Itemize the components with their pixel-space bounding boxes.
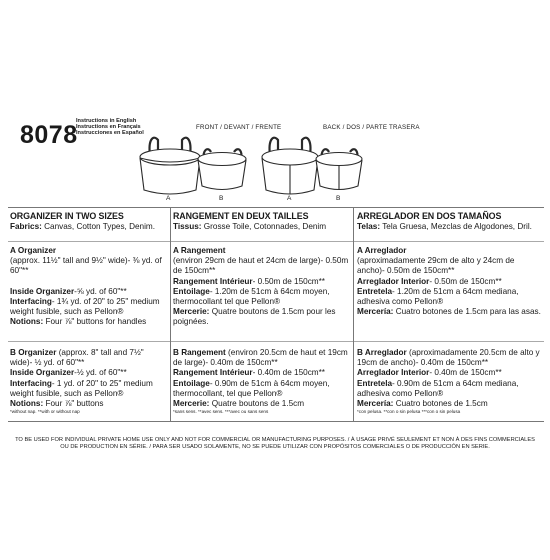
spanish-organizer-b <box>357 348 542 409</box>
spec-line: Interfacing- 1 yd. of 20" to 25" medium weight fusible, such as Pellon® <box>10 378 153 398</box>
spec-line: Entretela- 0.90m de 51cm a 64cm mediana, adhesiva como Pellon® <box>357 378 519 398</box>
usage-disclaimer-line: OU DE PRODUCTION EN SÉRIE. / PARA SER USADO SOLAMENTE, NO SE PUEDE UTILIZAR CON PROPÓSITOS COMERCIALES O DE PRODUCCIÓN EN SERIE. <box>60 444 490 450</box>
spec-line: A Arreglador <box>357 246 407 255</box>
french-heading-block <box>173 211 351 232</box>
spec-line: (environ 29cm de haut et 24cm de large)- 0.50m de 150cm** <box>173 256 349 276</box>
front-view-label: FRONT / DEVANT / FRENTE <box>196 124 282 131</box>
spec-line: B Rangement (environ 20.5cm de haut et 19cm de large)- 0.40m de 150cm** <box>173 348 348 368</box>
spec-line: Interfacing- 1¾ yd. of 20" to 25" medium weight fusible, such as Pellon® <box>10 296 160 317</box>
spec-line: Rangement Intérieur- 0.50m de 150cm** <box>173 276 325 286</box>
spanish-organizer-a <box>357 246 542 317</box>
nap-footnote: *sans sens. **avec sens. ***avec ou sans sens <box>173 409 269 414</box>
spec-line: Entretela- 1.20m de 51cm a 64cm mediana, adhesiva como Pellon® <box>357 286 519 307</box>
french-organizer-b <box>173 348 351 409</box>
instruction-line: Instrucciones en Español <box>76 130 144 137</box>
english-organizer-a <box>10 246 168 327</box>
nap-footnote: *con pelusa. **con o sin pelusa ***con o sin pelusa <box>357 409 461 414</box>
spec-line: Arreglador Interior- 0.50m de 150cm** <box>357 276 502 286</box>
fabrics-line: Tissus: Grosse Toile, Cotonnades, Denim <box>173 222 327 231</box>
spec-line: B Organizer (approx. 8" tall and 7½" wide)- ½ yd. of 60"** <box>10 348 144 368</box>
instruction-line: Instructions en Français <box>76 124 141 131</box>
fabrics-line: Telas: Tela Gruesa, Mezclas de Algodones, Dril. <box>357 222 532 231</box>
spec-line: Entoilage- 0.90m de 51cm à 64cm moyen, thermocollant, tel que Pellon® <box>173 378 330 398</box>
spec-line: Mercería: Cuatro botones de 1.5cm <box>357 399 488 409</box>
spec-line: Inside Organizer-½ yd. of 60"** <box>10 368 127 378</box>
english-organizer-b <box>10 348 168 409</box>
back-organizer-b-drawing <box>316 149 362 190</box>
english-heading-block <box>10 211 168 232</box>
table-bottom-rule <box>8 421 544 422</box>
spec-line: Mercerie: Quatre boutons de 1.5cm pour les poignées. <box>173 307 336 327</box>
front-organizer-b-drawing <box>198 149 246 189</box>
spec-line: B Arreglador (aproximadamente 20.5cm de alto y 19cm de ancho)- 0.40m de 150cm** <box>357 348 540 368</box>
spec-line: (approx. 11½" tall and 9½" wide)- ⅜ yd. of 60"** <box>10 256 162 276</box>
column-title: ORGANIZER IN TWO SIZES <box>10 211 124 221</box>
spec-line: Inside Organizer-⅝ yd. of 60"** <box>10 286 127 296</box>
back-view-label: BACK / DOS / PARTE TRASERA <box>323 124 420 131</box>
bag-label-back-b: B <box>336 195 341 202</box>
column-title: RANGEMENT EN DEUX TAILLES <box>173 211 309 221</box>
bag-label-front-a: A <box>166 195 171 202</box>
spec-line: Mercería: Cuatro botones de 1.5cm para las asas. <box>357 307 541 317</box>
technical-drawings <box>0 0 550 210</box>
instruction-line: Instructions in English <box>76 118 137 124</box>
nap-footnote: *without nap. **with or without nap <box>10 409 80 414</box>
usage-disclaimer-line: TO BE USED FOR INDIVIDUAL PRIVATE HOME USE ONLY AND NOT FOR COMMERCIAL OR MANUFACTURING PURPOSES. / À USAGE PRIVÉ SEULEMENT ET NON À DES FINS COMMERCIALES <box>15 437 535 443</box>
spec-line: Notions: Four ⅞" buttons for handles <box>10 317 147 327</box>
back-organizer-a-drawing <box>262 138 318 194</box>
spec-line: Rangement Intérieur- 0.40m de 150cm** <box>173 368 325 378</box>
spanish-heading-block <box>357 211 542 232</box>
bag-label-back-a: A <box>287 195 292 202</box>
row-divider <box>8 241 544 242</box>
fabrics-line: Fabrics: Canvas, Cotton Types, Denim. <box>10 222 156 231</box>
row-divider <box>8 341 544 342</box>
spec-line: Mercerie: Quatre boutons de 1.5cm <box>173 399 305 409</box>
bag-label-front-b: B <box>219 195 224 202</box>
column-divider <box>353 208 354 422</box>
pattern-number: 8078 <box>20 121 78 149</box>
spec-line: Arreglador Interior- 0.40m de 150cm** <box>357 368 502 378</box>
spec-line: Entoilage- 1.20m de 51cm à 64cm moyen, thermocollant tel que Pellon® <box>173 286 330 307</box>
column-title: ARREGLADOR EN DOS TAMAÑOS <box>357 211 502 221</box>
front-organizer-a-drawing <box>140 138 200 194</box>
spec-line: (aproximadamente 29cm de alto y 24cm de ancho)- 0.50m de 150cm** <box>357 256 515 276</box>
spec-line: A Organizer <box>10 246 57 255</box>
table-top-rule <box>8 207 544 208</box>
column-divider <box>170 208 171 422</box>
spec-line: A Rangement <box>173 246 226 255</box>
french-organizer-a <box>173 246 351 328</box>
spec-line: Notions: Four ⅞" buttons <box>10 399 104 409</box>
